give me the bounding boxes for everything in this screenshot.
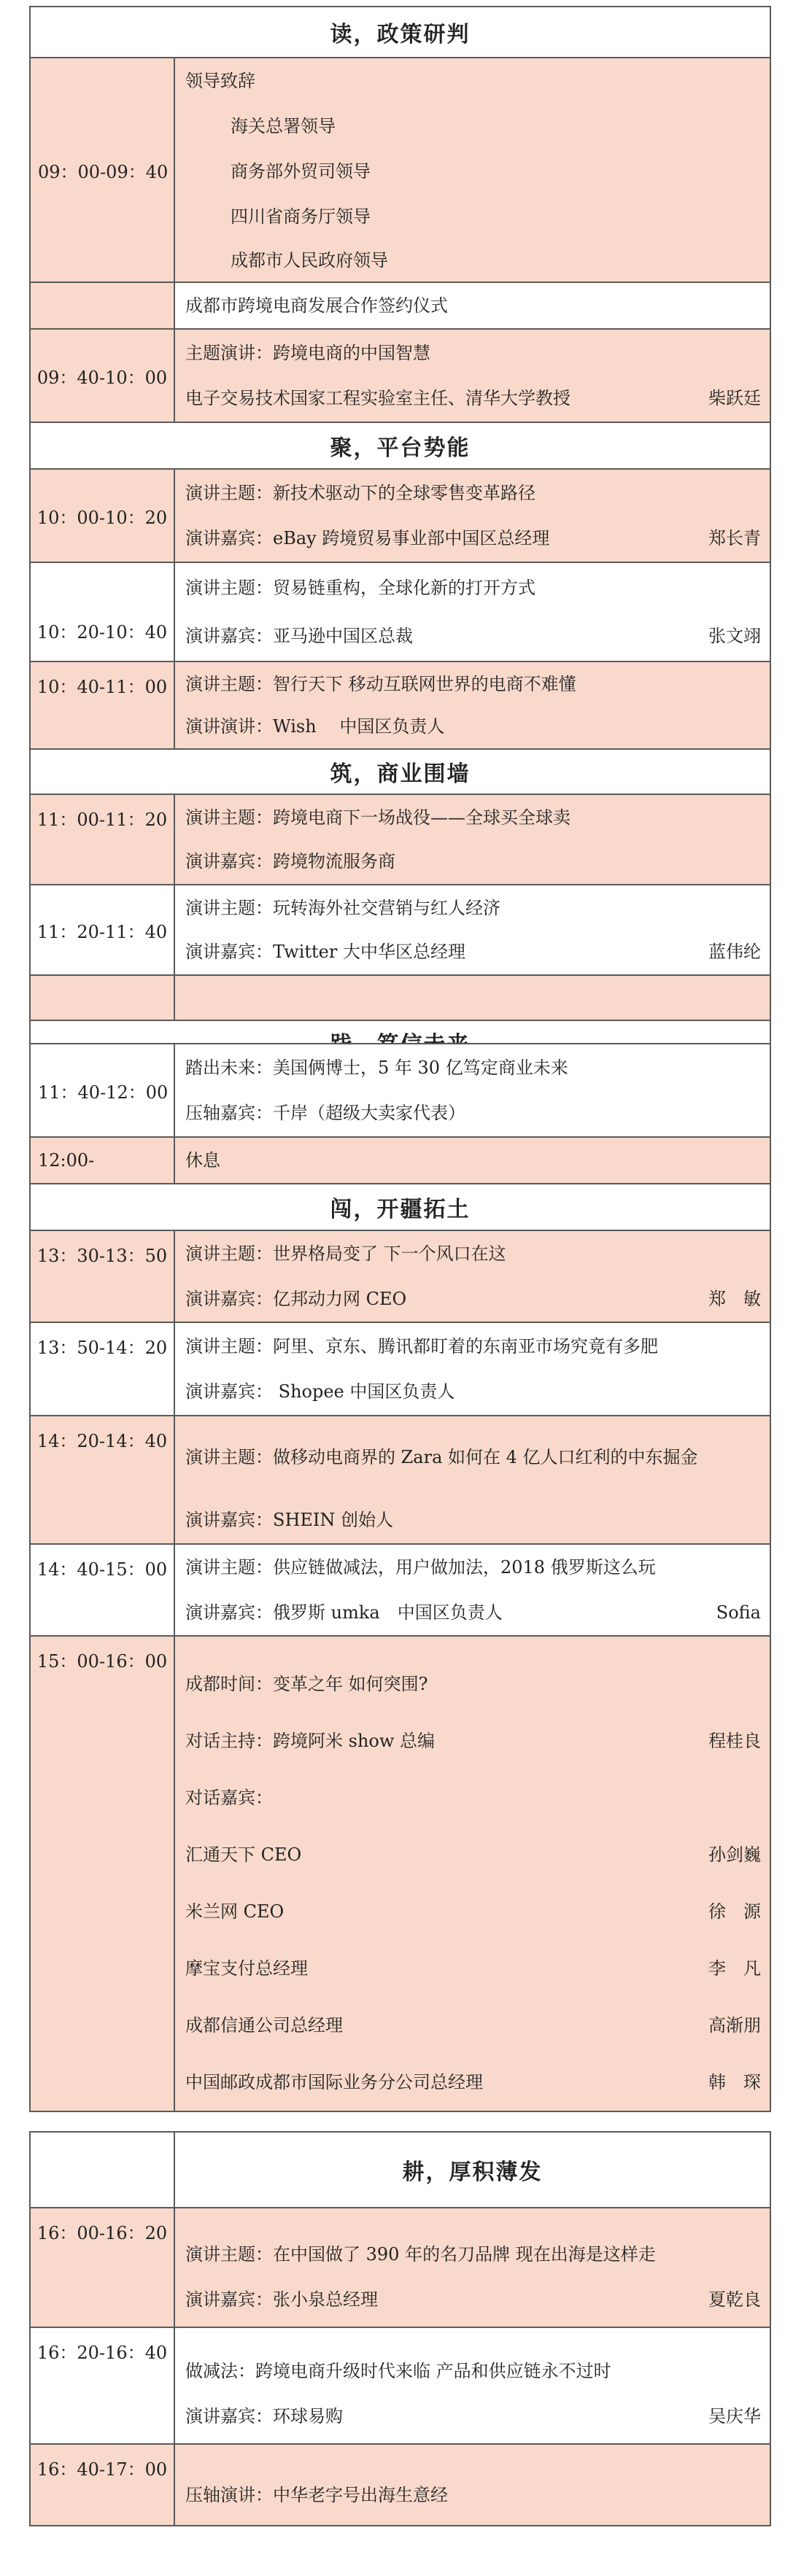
agenda-line: 领导致辞 <box>185 70 255 91</box>
section-title: 闯，开疆拓土 <box>30 1184 770 1230</box>
agenda-line: 演讲主题：贸易链重构，全球化新的打开方式 <box>185 577 535 598</box>
time-cell: 09：00-09：40 <box>30 58 174 282</box>
time-cell: 13：50-14：20 <box>30 1322 174 1416</box>
agenda-line: 汇通天下 CEO 孙剑巍 <box>175 1826 770 1883</box>
agenda-line: 做减法：跨境电商升级时代来临 产品和供应链永不过时 <box>185 2360 611 2381</box>
section-title: 筑，商业围墙 <box>30 749 770 794</box>
section-title: 践，笃信未来 <box>30 1020 770 1063</box>
agenda-line: 压轴演讲：中华老字号出海生意经 <box>185 2484 448 2505</box>
agenda-line: 中国邮政成都市国际业务分公司总经理 韩 琛 <box>175 2054 770 2111</box>
agenda-line: 演讲主题：在中国做了 390 年的名刀品牌 现在出海是这样走 <box>185 2243 656 2265</box>
agenda-line: 压轴嘉宾：千岸（超级大卖家代表） <box>185 1102 465 1123</box>
speaker-name: 柴跃廷 <box>708 387 761 408</box>
agenda-line: 米兰网 CEO 徐 源 <box>175 1883 770 1940</box>
agenda-line: 商务部外贸司领导 <box>231 160 371 182</box>
agenda-line: 演讲主题：跨境电商下一场战役——全球买全球卖 <box>185 807 570 828</box>
agenda-line: 演讲嘉宾：张小泉总经理 夏乾良 <box>175 2277 770 2322</box>
agenda-line: 对话主持：跨境阿米 show 总编 程桂良 <box>175 1712 770 1769</box>
agenda-row-empty <box>30 975 770 1020</box>
time-cell: 11：40-12：00 <box>30 1044 174 1137</box>
speaker-name: 蓝伟纶 <box>708 941 761 962</box>
agenda-line: 成都信通公司总经理 高渐朋 <box>175 1997 770 2054</box>
agenda-row <box>30 1322 770 1416</box>
time-cell: 09：40-10：00 <box>30 329 174 422</box>
agenda-line: 休息 <box>185 1149 220 1171</box>
agenda-line: 演讲嘉宾：Twitter 大中华区总经理 蓝伟纶 <box>175 930 770 974</box>
agenda-line: 海关总署领导 <box>231 115 336 136</box>
agenda-row <box>30 662 770 749</box>
agenda-line: 演讲嘉宾：俄罗斯 umka 中国区负责人 Sofia <box>175 1590 770 1635</box>
agenda-line: 成都市人民政府领导 <box>231 249 388 271</box>
agenda-row <box>30 794 770 885</box>
agenda-table-1 <box>29 6 771 1063</box>
speaker-name: Sofia <box>716 1602 761 1623</box>
speaker-name: 夏乾良 <box>708 2289 761 2310</box>
section-header <box>30 2132 770 2208</box>
agenda-line: 演讲嘉宾：环球易购 吴庆华 <box>175 2394 770 2439</box>
agenda-row <box>30 329 770 422</box>
agenda-line: 演讲主题：供应链做减法，用户做加法，2018 俄罗斯这么玩 <box>185 1556 656 1578</box>
time-cell: 11：00-11：20 <box>30 794 174 885</box>
agenda-line: 电子交易技术国家工程实验室主任、清华大学教授 柴跃廷 <box>175 376 770 421</box>
time-cell: 11：20-11：40 <box>30 885 174 975</box>
agenda-line: 对话嘉宾： <box>185 1787 273 1808</box>
agenda-row <box>30 469 770 562</box>
speaker-name: 张文翊 <box>708 625 761 646</box>
agenda-table-2 <box>29 1043 771 2112</box>
agenda-line: 演讲主题：世界格局变了 下一个风口在这 <box>185 1243 506 1264</box>
agenda-row <box>30 1230 770 1322</box>
speaker-name: 高渐朋 <box>708 2014 761 2036</box>
speaker-name: 孙剑巍 <box>708 1844 761 1865</box>
speaker-name: 韩 琛 <box>708 2071 761 2092</box>
agenda-line: 演讲演讲：Wish 中国区负责人 <box>185 715 445 737</box>
speaker-name: 郑 敏 <box>708 1288 761 1309</box>
agenda-row <box>30 885 770 975</box>
time-cell: 13：30-13：50 <box>30 1230 174 1322</box>
agenda-line: 演讲主题：玩转海外社交营销与红人经济 <box>185 897 500 918</box>
time-cell: 10：20-10：40 <box>30 562 174 662</box>
agenda-row <box>30 58 770 282</box>
speaker-name: 徐 源 <box>708 1901 761 1922</box>
section-header <box>30 7 770 58</box>
time-cell: 15：00-16：00 <box>30 1636 174 2111</box>
section-title: 读，政策研判 <box>30 7 770 58</box>
agenda-row <box>30 1416 770 1544</box>
agenda-row <box>30 2327 770 2444</box>
agenda-line: 演讲主题：新技术驱动下的全球零售变革路径 <box>185 482 535 503</box>
agenda-row <box>30 1636 770 2111</box>
agenda-line: 演讲嘉宾：亚马逊中国区总裁 张文翊 <box>175 612 770 660</box>
agenda-line: 摩宝支付总经理 李 凡 <box>175 1940 770 1997</box>
agenda-row <box>30 1044 770 1137</box>
time-cell: 16：00-16：20 <box>30 2208 174 2327</box>
speaker-name: 程桂良 <box>708 1730 761 1751</box>
agenda-line: 演讲主题：阿里、京东、腾讯都盯着的东南亚市场究竟有多肥 <box>185 1335 658 1357</box>
speaker-name: 吴庆华 <box>708 2405 761 2426</box>
time-cell: 16：40-17：00 <box>30 2444 174 2526</box>
agenda-line: 演讲嘉宾：eBay 跨境贸易事业部中国区总经理 郑长青 <box>175 516 770 561</box>
agenda-line: 演讲嘉宾： Shopee 中国区负责人 <box>185 1381 455 1402</box>
agenda-line: 主题演讲：跨境电商的中国智慧 <box>185 342 430 363</box>
agenda-line: 演讲嘉宾：亿邦动力网 CEO 郑 敏 <box>175 1276 770 1322</box>
agenda-line: 演讲嘉宾：跨境物流服务商 <box>185 850 395 872</box>
agenda-line: 演讲主题：做移动电商界的 Zara 如何在 4 亿人口红利的中东掘金 <box>185 1446 698 1467</box>
agenda-table-3 <box>29 2131 771 2526</box>
time-cell: 12:00- <box>30 1137 174 1184</box>
section-title: 耕，厚积薄发 <box>174 2132 770 2208</box>
section-header <box>30 1184 770 1230</box>
time-cell: 10：00-10：20 <box>30 469 174 562</box>
time-cell: 14：20-14：40 <box>30 1416 174 1544</box>
speaker-name: 李 凡 <box>708 1958 761 1979</box>
section-header <box>30 749 770 794</box>
agenda-line: 演讲嘉宾：SHEIN 创始人 <box>185 1509 393 1530</box>
time-cell: 16：20-16：40 <box>30 2327 174 2444</box>
time-cell: 10：40-11：00 <box>30 662 174 749</box>
speaker-name: 郑长青 <box>708 527 761 548</box>
agenda-line: 踏出未来：美国俩博士，5 年 30 亿笃定商业未来 <box>185 1057 568 1078</box>
agenda-row <box>30 1137 770 1184</box>
agenda-line: 演讲主题：智行天下 移动互联网世界的电商不难懂 <box>185 673 576 694</box>
section-title: 聚，平台势能 <box>30 422 770 469</box>
agenda-row <box>30 1544 770 1636</box>
agenda-line: 成都时间：变革之年 如何突围? <box>185 1673 428 1694</box>
agenda-row <box>30 282 770 329</box>
agenda-row <box>30 2444 770 2526</box>
agenda-row <box>30 562 770 662</box>
section-header <box>30 422 770 469</box>
agenda-row <box>30 2208 770 2327</box>
agenda-line: 四川省商务厅领导 <box>231 206 371 227</box>
time-cell: 14：40-15：00 <box>30 1544 174 1636</box>
agenda-line: 成都市跨境电商发展合作签约仪式 <box>185 295 448 316</box>
